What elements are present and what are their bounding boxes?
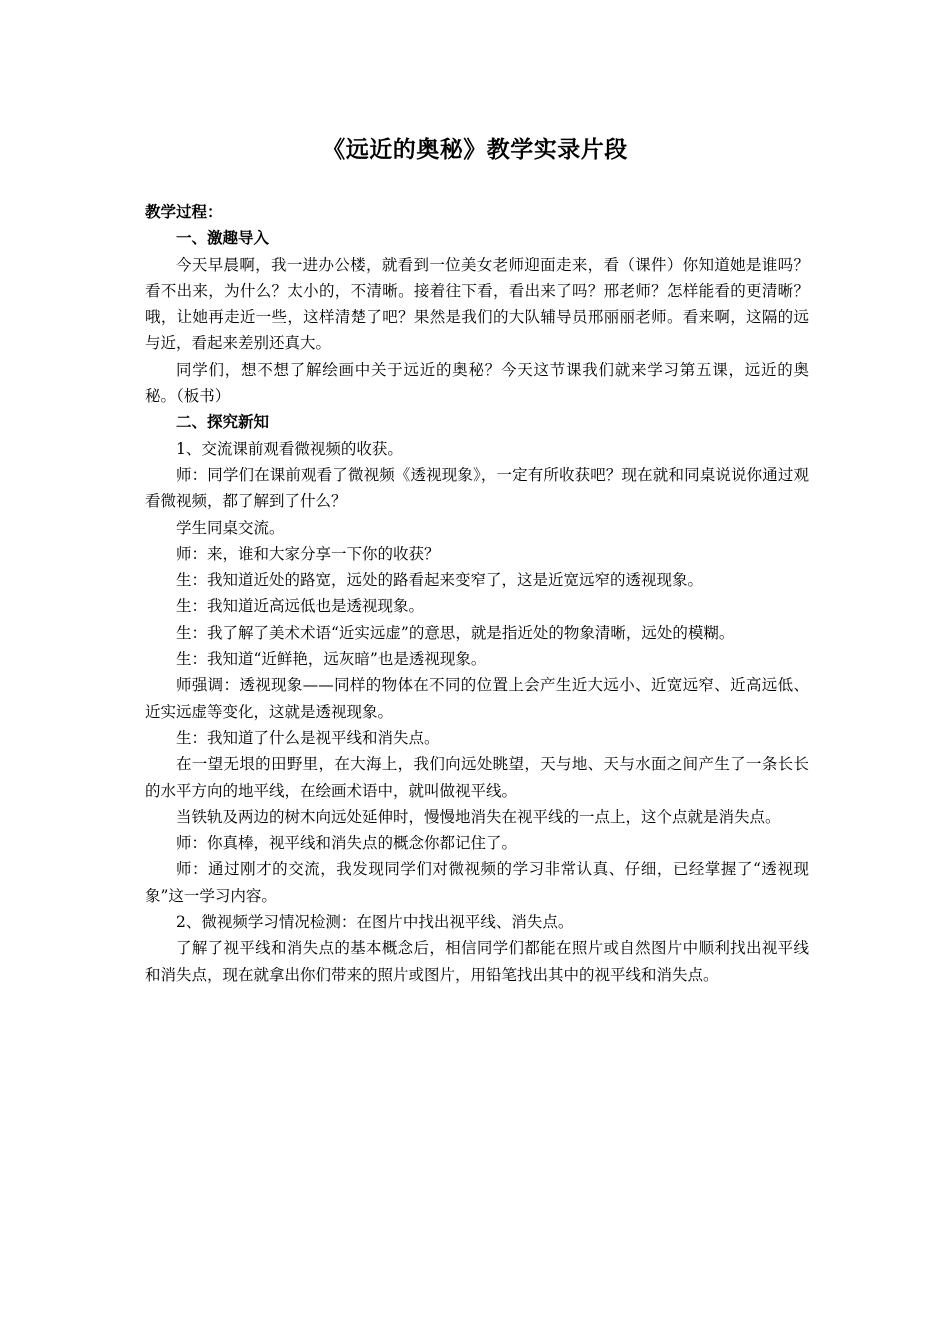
document-title: 《远近的奥秘》教学实录片段	[322, 136, 628, 163]
paragraph: 2、微视频学习情况检测：在图片中找出视平线、消失点。	[176, 913, 574, 932]
paragraph: 师强调：透视现象——同样的物体在不同的位置上会产生近大远小、近宽远窄、近高远低、近实远虚等变化，这就是透视现象。	[145, 676, 809, 721]
paragraph: 生：我知道了什么是视平线和消失点。	[176, 728, 440, 747]
paragraph: 了解了视平线和消失点的基本概念后，相信同学们都能在照片或自然图片中顺利找出视平线和消失点，现在就拿出你们带来的照片或图片，用铅笔找出其中的视平线和消失点。	[145, 939, 809, 984]
paragraph: 师：你真棒，视平线和消失点的概念你都记住了。	[176, 834, 518, 853]
section-heading-process: 教学过程：	[145, 202, 223, 221]
document-body	[145, 199, 809, 988]
paragraph: 在一望无垠的田野里，在大海上，我们向远处眺望，天与地、天与水面之间产生了一条长长的水平方向的地平线，在绘画术语中，就叫做视平线。	[145, 755, 809, 800]
paragraph: 生：我了解了美术术语“近实远虚”的意思，就是指近处的物象清晰，远处的模糊。	[176, 623, 735, 642]
paragraph: 今天早晨啊，我一进办公楼，就看到一位美女老师迎面走来，看（课件）你知道她是谁吗？看不出来，为什么？太小的，不清晰。接着往下看，看出来了吗？邢老师？怎样能看的更清晰？哦，让她再走近一些，这样清楚了吧？果然是我们的大队辅导员邢丽丽老师。看来啊，这隔的远与近，看起来差别还真大。	[145, 255, 809, 353]
paragraph: 学生同桌交流。	[176, 518, 285, 537]
paragraph: 同学们，想不想了解绘画中关于远近的奥秘？今天这节课我们就来学习第五课，远近的奥秘。（板书）	[145, 360, 809, 406]
subheading-explore: 二、探究新知	[176, 412, 270, 432]
paragraph: 1、交流课前观看微视频的收获。	[176, 439, 403, 458]
paragraph: 师：同学们在课前观看了微视频《透视现象》，一定有所收获吧？现在就和同桌说说你通过观看微视频，都了解到了什么？	[145, 465, 809, 511]
paragraph: 生：我知道近处的路宽，远处的路看起来变窄了，这是近宽远窄的透视现象。	[176, 571, 704, 590]
paragraph: 生：我知道“近鲜艳，远灰暗”也是透视现象。	[176, 650, 487, 669]
paragraph: 生：我知道近高远低也是透视现象。	[176, 597, 425, 616]
paragraph: 师：来，谁和大家分享一下你的收获？	[176, 544, 440, 563]
paragraph: 当铁轨及两边的树木向远处延伸时，慢慢地消失在视平线的一点上，这个点就是消失点。	[176, 807, 781, 826]
paragraph: 师：通过刚才的交流，我发现同学们对微视频的学习非常认真、仔细，已经掌握了“透视现象”这一学习内容。	[145, 860, 809, 905]
subheading-intro: 一、激趣导入	[176, 228, 270, 248]
